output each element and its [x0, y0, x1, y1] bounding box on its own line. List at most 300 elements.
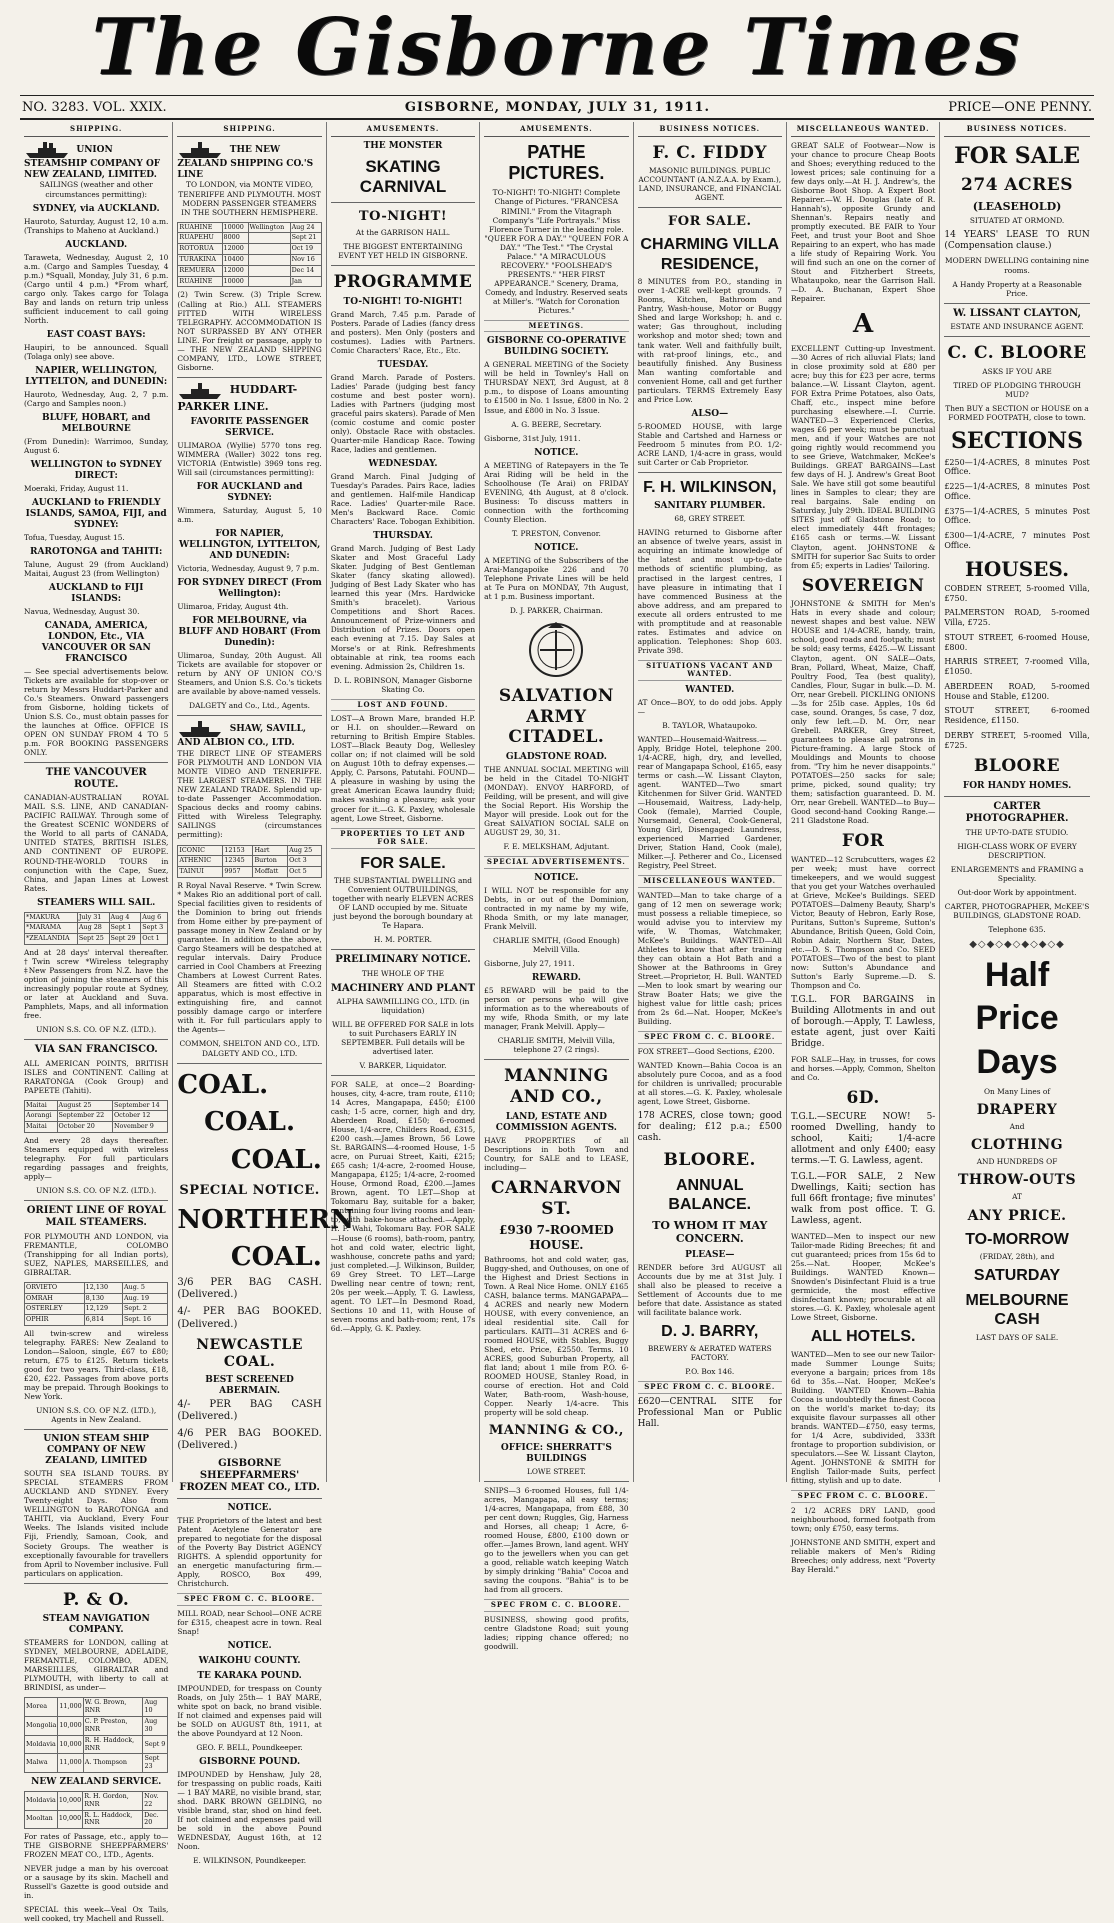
handy-property: A Handy Property at a Reasonable Price. [952, 279, 1082, 298]
fiddy-text: MASONIC BUILDINGS. PUBLIC ACCOUNTANT (A.N.Z.A.A. by Exam.), LAND, INSURANCE, and FINANCIAL AGENT. [638, 166, 782, 203]
monster: THE MONSTER [363, 140, 443, 151]
table-cell: ATHENIC [178, 856, 223, 867]
orient-table [24, 1282, 168, 1326]
for-sale: FOR SALE. [360, 854, 446, 872]
table-cell: C. P. Preston, RNR [83, 1717, 143, 1736]
villa-text: 8 MINUTES from P.O., standing in over 1-ACRE well-kept grounds. 7 Rooms, Kitchen, Bathroom and Pantry, Wash-house, Motor or Buggy Shed and large Workshop; h. and c. water; Gas throughout, including workshop and motor shed; town and tank water. Well and faithfully built, with rat-proof linings, etc., and beautifully finished. Any Business Man wanting comfortable and convenient Home, call and get further particulars. TERMS Extremely Easy and Price Low. [637, 277, 782, 404]
huddart-sydney-text: Ulimaroa, Friday, August 4th. [177, 602, 289, 612]
table-cell: 10,000 [58, 1717, 83, 1736]
never-judge-text: NEVER judge a man by his overcoat or a sausage by its skin. Machell and Russell's Gazette is good outside and in. [24, 1864, 169, 1901]
many-lines: On Many Lines of [983, 1087, 1051, 1097]
hundreds: AND HUNDREDS OF [976, 1157, 1058, 1167]
lease-years: 14 YEARS' LEASE TO RUN (Compensation clause.) [944, 229, 1090, 251]
parker-signature: D. J. PARKER, Chairman. [509, 605, 603, 615]
modern-dwelling: MODERN DWELLING containing nine rooms. [945, 256, 1090, 275]
table-cell: Aug 30 [143, 1717, 168, 1736]
business-text: BUSINESS, showing good profits, centre Gladstone Road; suit young ladies; ripping chance offered; no goodwill. [484, 1614, 629, 1651]
table-cell: 12,129 [84, 1304, 122, 1315]
lost-found-text: LOST—A Brown Mare, branded H.P. or H.I. on shoulder.—Reward on returning to British Empire Stables. LOST—Black Beauty Dog, Wellesley collar on; if not claimed will be sold on August 10th to defray expenses.—Apply, C. Parsons, Patutahi. FOUND—A pleasure in washing by using the great American Ecawa laundry fluid; makes washing a pleasure; ask your grocer for it.—G. K. Paxley, wholesale agent, Lowe Street, Gisborne. [330, 714, 476, 823]
days: Days [976, 1042, 1058, 1081]
table-row [178, 867, 321, 878]
throw-outs: THROW-OUTS [957, 1172, 1077, 1189]
houses-list [944, 584, 1089, 751]
table-cell: November 9 [112, 1122, 167, 1133]
table-cell: 10,000 [57, 1791, 82, 1810]
table-row [25, 1717, 168, 1736]
orient-title: ORIENT LINE OF ROYAL MAIL STEAMERS. [26, 1205, 166, 1229]
last-days: LAST DAYS OF SALE. [975, 1332, 1059, 1342]
manning-text: HAVE PROPERTIES of all Descriptions in both Town and Country, for SALE and to LEASE, including— [484, 1135, 629, 1172]
hay-trusses: FOR SALE—Hay, in trusses, for cows and horses.—Apply, Common, Shelton and Co. [790, 1055, 936, 1083]
column-heading: AMUSEMENTS. [331, 122, 475, 137]
table-cell: TURAKINA [178, 255, 222, 266]
table-row [25, 1754, 168, 1773]
telephone: Telephone 635. [988, 924, 1046, 934]
table-cell: REMUERA [178, 265, 222, 276]
wellington-heading: WELLINGTON to SYDNEY DIRECT: [30, 459, 162, 481]
po-title: P. & O. [63, 1589, 130, 1610]
huddart-title: HUDDART-PARKER LINE. [177, 382, 298, 413]
special-notice-text: I WILL NOT be responsible for any Debts, in or out of the Dominion, contracted in my name by my wife, Rhoda Smith, or my late manager, Frank Melvill. [484, 885, 629, 932]
column-heading: SHIPPING. [177, 122, 321, 137]
nz-service-table [24, 1791, 168, 1829]
sanitary-plumber: SANITARY PLUMBER. [654, 501, 766, 512]
lowe-street: LOWE STREET. [526, 1466, 586, 1476]
canada-heading: CANADA, AMERICA, LONDON, Etc., VIA VANCOUVER OR SAN FRANCISCO [41, 620, 151, 664]
ormond: SITUATED AT ORMOND. [969, 215, 1065, 225]
estate-agent: ESTATE AND INSURANCE AGENT. [950, 321, 1084, 331]
table-cell: Sept 29 [109, 934, 141, 945]
huddart-auckland-text: Wimmera, Saturday, August 5, 10 a.m. [177, 506, 322, 525]
newcastle-cash: 4/- PER BAG CASH (Delivered.) [177, 1398, 322, 1423]
table-cell: Aug 4 [109, 912, 141, 923]
table-cell: R. H. Haddock, RNR [83, 1735, 143, 1754]
tailor-text: WANTED—Men to inspect our new Tailor-made Riding Breeches; fit and cut guaranteed; prices from 15s 6d to 25s.—Nat. Hooper, McKee's Buildings. WANTED Known—Snowden's Disinfectant Fluid is a true germicide, the most effective disinfectant known; procurable at all stores.—G. K. Paxley, wholesale agent Lowe Street, Gisborne. [790, 1231, 936, 1322]
robinson-signature: D. L. ROBINSON, Manager Gisborne Skating Co. [333, 675, 473, 694]
half: Half [984, 955, 1050, 994]
sf-agent: UNION S.S. CO. OF N.Z. (LTD.). [36, 1186, 157, 1196]
gisborne-pound: GISBORNE POUND. [199, 1757, 301, 1768]
table-row [25, 1293, 168, 1304]
table-cell: Sept 25 [77, 934, 109, 945]
islands-text: SOUTH SEA ISLAND TOURS. BY SPECIAL STEAMERS FROM AUCKLAND AND SYDNEY. Every Twenty-eight Days. Also from WELLINGTON to RAROTONGA and TAHITI, via Auckland, Every Four Weeks. The Islands visited include Fiji, Friendly, Samoan, Cook, and Society Groups. The weather is exceptionally favourable for travellers from April to November inclusive. Full particulars on application. [24, 1469, 169, 1578]
table-cell: *MAKURA [25, 912, 78, 923]
table-row [25, 1122, 168, 1133]
pathe-pictures: PATHE PICTURES. [508, 141, 605, 184]
big-a: A [853, 309, 874, 340]
table-row [178, 845, 321, 856]
investment-text: EXCELLENT Cutting-up Investment.—30 Acres of rich alluvial Flats; land in close proximity sold at £80 per acre; buy this for £23 per acre, terms balance.—W. Lissant Clayton, agent. FOR Extra Prime Potatoes, also Oats, Chaff, etc., inspect mine before purchasing elsewhere.—I. Currie. WANTED—3 Experienced Clerks, wages £6 per week; must be punctual men, and if your Watches are not going rightly would recommend you to see Grieve, Watchmaker, McKee's Buildings. GREAT BARGAINS—Last few days of H. J. Andrew's Great Boot Sale. We have still got some beautiful lines in Samples to clear; they are real bargains. Sale ending on Saturday, July 29th. IDEAL BUILDING SITES just off Gladstone Road; to elect immediately 44ft frontages; £165 cash or terms.—W. Lissant Clayton, agent. JOHNSTONE & SMITH for superior Sac Suits to order from £5; experts in Ladies' Tailoring. [790, 343, 936, 570]
nzs-title: THE NEW ZEALAND SHIPPING CO.'S LINE [177, 144, 314, 180]
table-cell: Oct 3 [288, 856, 322, 867]
wilkinson-title: F. H. WILKINSON, [643, 478, 777, 496]
table-cell: Sept. 2 [123, 1304, 168, 1315]
fiji-heading: AUCKLAND to FRIENDLY ISLANDS, SAMOA, FIJI, and SYDNEY: [25, 497, 167, 530]
wanted: WANTED. [685, 684, 735, 695]
union-agent: UNION S.S. CO. OF N.Z. (LTD.). [36, 1025, 157, 1035]
table-cell: 10,000 [58, 1735, 83, 1754]
table-cell: Moldavia [25, 1791, 58, 1810]
table-cell: Nov. 22 [143, 1791, 168, 1810]
high-class: HIGH-CLASS WORK OF EVERY DESCRIPTION. [957, 841, 1077, 860]
taylor-signature: B. TAYLOR, Whataupoko. [662, 720, 758, 730]
huddart-napier-text: Victoria, Wednesday, August 9, 7 p.m. [177, 564, 320, 574]
column-heading: SHIPPING. [24, 122, 168, 137]
johnstone-smith-text: JOHNSTONE AND SMITH, expert and reliable makers of Men's Riding Breeches; only address, next "Poverty Bay Herald." [790, 1537, 936, 1574]
table-row [178, 233, 321, 244]
east-coast-heading: EAST COAST BAYS: [46, 329, 146, 340]
wanted-text: AT Once—BOY, to do odd jobs. Apply— [637, 697, 782, 716]
acres-274: 274 ACRES [961, 175, 1074, 196]
vancouver-table [24, 912, 168, 945]
salvation-text: THE ANNUAL SOCIAL MEETING will be held in the Citadel TO-NIGHT (MONDAY). ENVOY HARFORD, of Feilding, will be present, and will give the Social Report. His Worship the Mayor will preside. Look out for the Great SALVATION SOCIAL SALE on AUGUST 29, 30, 31. [484, 765, 629, 838]
notice2-heading: NOTICE. [534, 542, 579, 553]
carter-title: CARTER PHOTOGRAPHER. [965, 801, 1069, 825]
table-cell: July 31 [77, 912, 109, 923]
spec-heading: SPEC FROM C. C. BLOORE. [484, 1599, 628, 1612]
table-cell: Oct 5 [288, 867, 322, 878]
notice-heading: NOTICE. [534, 447, 579, 458]
thursday: THURSDAY. [373, 531, 433, 542]
beere-date: Gisborne, 31st July, 1911. [484, 433, 581, 443]
table-row [25, 1791, 168, 1810]
waikohu-county: WAIKOHU COUNTY. [198, 1655, 301, 1666]
porter-signature: H. M. PORTER. [373, 935, 433, 945]
table-cell: 8,130 [84, 1293, 122, 1304]
vancouver-text: CANADIAN-AUSTRALIAN ROYAL MAIL S.S. LINE, AND CANADIAN-PACIFIC RAILWAY. Through some of the Greatest SCENIC WONDERS of the World to all parts of CANADA, UNITED STATES, BRITISH ISLES, AND CONTINENT OF EUROPE. ROUND-THE-WORLD TOURS in conjunction with the Cape, Suez, China, and Japan Lines at Lowest Rates. [24, 793, 169, 893]
table-cell: W. G. Brown, RNR [83, 1698, 143, 1717]
fiddy-title: F. C. FIDDY [652, 142, 767, 163]
bluff-text: (From Dunedin): Warrimoo, Sunday, August 6. [24, 436, 169, 455]
sixpence: 6D. [846, 1088, 880, 1109]
table-cell: 9957 [223, 867, 253, 878]
table-cell: Aug 28 [77, 923, 109, 934]
leasehold: (LEASEHOLD) [972, 200, 1062, 214]
table-cell: Wellington [248, 222, 290, 233]
also-text: 5-ROOMED HOUSE, with large Stable and Cartshed and Harness or Feedroom 5 minutes from P.O. 1/2-ACRE LAND, 1/4-acre in grass, would suit Carter or Cab Proprietor. [637, 421, 782, 467]
east-coast-text: Haupiri, to be announced. Squall (Tolaga only) see above. [24, 342, 169, 361]
table-cell: *MARAMA [25, 923, 78, 934]
grey-street: 68, GREY STREET. [674, 514, 746, 524]
melbourne-cash: MELBOURNE CASH [965, 1291, 1069, 1329]
please: PLEASE— [685, 1249, 735, 1260]
houses: HOUSES. [964, 556, 1070, 581]
programme: PROGRAMME [333, 271, 473, 292]
table-cell: ORVIETO [25, 1282, 85, 1293]
table-cell: October 20 [57, 1122, 112, 1133]
shaw-note: R Royal Naval Reserve. * Twin Screw. * Makes Rio an additional port of call. Special facilities given to residents of the Dominion to bring out friends from Home either by pre-payment of passage money in New Zealand or by guarantee. In addition to the above, Cargo Steamers will be despatched at regular intervals. Dairy Produce carried in Cool Chambers at Freezing Chambers at Lowest Current Rates. All Steamers are fitted with C.O.2 apparatus, which is most effective in extinguishing fire, and cannot possibly damage cargo or interfere with it. For full particulars apply to the Agents— [177, 880, 322, 1035]
wednesday: WEDNESDAY. [368, 459, 438, 470]
table-cell: Moldavia [25, 1735, 58, 1754]
table-row [178, 265, 321, 276]
napier-text: Hauroto, Wednesday, Aug. 2, 7 p.m. (Cargo and Samples noon.) [24, 389, 169, 408]
table-cell: 12,130 [84, 1282, 122, 1293]
table-cell: Sept 9 [143, 1735, 168, 1754]
po-box: P.O. Box 146. [685, 1367, 735, 1377]
table-cell: Aug 10 [143, 1698, 168, 1717]
misc-wanted-heading: MISCELLANEOUS WANTED. [638, 875, 782, 888]
list-item: COBDEN STREET, 5-roomed Villa, £750. [944, 583, 1090, 603]
table-cell: September 14 [112, 1100, 167, 1111]
table-cell: Mooltan [25, 1810, 58, 1829]
huddart-auckland-heading: FOR AUCKLAND and SYDNEY: [196, 482, 303, 504]
biggest-event: THE BIGGEST ENTERTAINING EVENT YET HELD IN GISBORNE. [338, 241, 468, 260]
studio: THE UP-TO-DATE STUDIO. [965, 827, 1069, 837]
column-heading: BUSINESS NOTICES. [944, 122, 1089, 137]
rarotonga-text: Talune, August 29 (from Auckland) Maitai, August 23 (from Wellington) [24, 559, 169, 578]
table-cell: Sept 23 [143, 1754, 168, 1773]
seed-potatoes-text: WANTED—12 Scrubcutters, wages £2 per week; must have correct timekeepers, and we would suggest that you get your Watches overhauled at Grieve, McKee's Buildings. SEED POTATOES—Dalmeny Beauty, Sharp's Victor, Beauty of Hebron, Early Rose, Puritans, Sutton's Supreme, Sutton's Abundance, British Queen, Gold Coin, Robin Adair, Northern Star, Dates, etc.—D. S. Thompson and Co. SEED POTATOES—Two of the best to plant now: Sutton's Abundance and Sutton's Early Supreme.—D. S. Thompson and Co. [790, 854, 936, 991]
fiji-islands-heading: AUCKLAND to FIJI ISLANDS: [48, 582, 144, 604]
table-cell: Hart [253, 845, 288, 856]
table-cell: Burton [253, 856, 288, 867]
sovereign-text: JOHNSTONE & SMITH for Men's Hats in every shade and colour; newest shapes and best value. NEW HOUSE and 1/4-ACRE, handy, train, school, good roads and footpath; must be sold; easy terms, £425.—W. Lissant Clayton, agent. ON SALE—Oats, Bran, Pollard, Wheat, Maize, Chaff, Poultry Food, Tea (best quality), Candles, Flour, Sugar in bulk.—D. M. Orr, near Grebell. PICKLING ONIONS—3s for 25lb case. Apples, 10s 6d case, sound. Oranges, 5s case, 7 doz, only few left.—D. M. Orr, near Grebell. PARKER, Grey Street, guarantees to please all patrons in Picture-framing. A large Stock of Mouldings and Mounts to choose from. "Try him he never disappoints." POTATOES—250 sacks for sale; prime, picked, sound quality; try them; satisfaction guaranteed. D. M. Orr, near Grebell. WANTED—to Buy—Good second-hand Cooking Range.—211 Gladstone Road. [790, 599, 936, 826]
table-cell: OPHIR [25, 1315, 85, 1326]
list-item: STOUT STREET, 6-roomed Residence, £1150. [944, 706, 1090, 726]
vancouver-title: THE VANCOUVER ROUTE. [45, 766, 147, 791]
footwear-text: GREAT SALE of Footwear—Now is your chance to procure Cheap Boots and Shoes; everything reduced to the lowest prices; sale continuing for a few days only.—At H. J. Andrew's, the Gisborne Boot Shop. A Expert Boot Repairer.—W. H. Douglas (late of R. Hannah's), opposite Grundy and Shennan's. Repairs neatly and promptly executed. BE FAIR to Your Feet, and trust your Boot and Shoe Repairing to an expert, who has made a life study of Repairing Work. You will find such an one on the corner of Stout and Fitzherbert Streets, Whataupoko, near the Garrison Hall.—D. A. Buchanan, Expert Shoe Repairer. [790, 140, 936, 304]
column-3 [327, 122, 480, 1482]
tgl-for-sale: T.G.L.—FOR SALE, 2 New Dwellings, Kaiti; section has full 66ft frontage; five minutes' walk from post office. T. G. Lawless, agent. [790, 1171, 936, 1226]
special-ads-heading: SPECIAL ADVERTISEMENTS. [484, 856, 628, 869]
masthead-title: The Gisborne Times [91, 2, 1023, 93]
enlargements: ENLARGEMENTS and FRAMING a Speciality. [950, 864, 1084, 883]
preston-signature: T. PRESTON, Convenor. [511, 528, 601, 538]
auckland-heading: AUCKLAND. [65, 239, 128, 250]
huddart-subtitle: FAVORITE PASSENGER SERVICE. [190, 417, 309, 439]
table-cell: 12345 [223, 856, 253, 867]
carnarvon-st: CARNARVON ST. [490, 1177, 622, 1219]
table-cell: October 12 [112, 1111, 167, 1122]
clothing: CLOTHING [970, 1137, 1064, 1154]
wilkinson-text: HAVING returned to Gisborne after an absence of twelve years, assist in acquiring an intimate knowledge of the latest and most up-to-date methods of scientific plumbing, as practised in the largest centres, I have pleasure in intimating that I have commenced Business at the above address, and am prepared to execute all orders entrusted to me with promptitude and at reasonable rates. Estimates and advice on application. Telephones: Shop 603. Private 398. [637, 528, 782, 655]
coal-heading-3: COAL. [230, 1144, 322, 1175]
nz-service-title: NEW ZEALAND SERVICE. [31, 1776, 162, 1787]
gsfm-title: GISBORNE SHEEPFARMERS' FROZEN MEAT CO., LTD. [179, 1457, 320, 1493]
sf-title: VIA SAN FRANCISCO. [34, 1044, 158, 1056]
orient-note: All twin-screw and wireless telegraphy. FARES: New Zealand to London—Saloon, single, £67 to £80; return, £75 to £125. Return tickets good for two years. Third-class, £18, £20, £22. Passages from above ports may be prepaid. Through Bookings to New York. [24, 1329, 169, 1402]
csmith-date: Gisborne, July 27, 1911. [484, 959, 575, 969]
villa-title: CHARMING VILLA RESIDENCE, [640, 236, 780, 273]
sydney-text: Hauroto, Saturday, August 12, 10 a.m. (Tranships to Maheno at Auckland.) [24, 216, 169, 235]
table-row [25, 912, 168, 923]
barry-title: D. J. BARRY, [661, 1322, 759, 1340]
wednesday-text: Grand March. Final Judging of Tuesday's Parades. Pairs Race, ladies and gentlemen. Half-mile Handicap Race. Ladies' Quarter-mile Race. Men's Backward Race. Comic Characters' Race. Tobogan Exhibition. [330, 472, 476, 527]
brewery: BREWERY & AERATED WATERS FACTORY. [647, 1344, 772, 1363]
table-cell: 12153 [223, 845, 253, 856]
karaka-pound: TE KARAKA POUND. [197, 1670, 302, 1681]
napier-heading: NAPIER, WELLINGTON, LYTTELTON, and DUNEDIN: [25, 365, 168, 387]
bloore2: BLOORE [974, 756, 1061, 777]
coop-title: GISBORNE CO-OPERATIVE BUILDING SOCIETY. [486, 336, 626, 358]
notice-text: THE Proprietors of the latest and best Patent Acetylene Generator are prepared to negotiate for the disposal of the Poverty Bay District AGENCY RIGHTS. A splendid opportunity for an energetic manufacturing firm.—Apply, ROSCO, Box 499, Christchurch. [177, 1516, 322, 1589]
table-cell: OMRAH [25, 1293, 85, 1304]
steamers-will-sail: STEAMERS WILL SAIL. [37, 897, 156, 908]
column-5 [634, 122, 787, 1482]
list-item: £250—1/4-ACRES, 8 minutes Post Office. [944, 457, 1090, 477]
rarotonga-heading: RAROTONGA and TAHITI: [30, 546, 163, 557]
spec-heading: SPEC FROM C. C. BLOORE. [791, 1490, 935, 1503]
list-item: DERBY STREET, 5-roomed Villa, £725. [944, 730, 1090, 750]
table-cell: Aorangi [25, 1111, 58, 1122]
asks: ASKS IF YOU ARE [982, 366, 1052, 376]
table-row [25, 1304, 168, 1315]
table-cell: Moffatt [253, 867, 288, 878]
columns [20, 122, 1094, 1923]
table-cell: Mongolia [25, 1717, 58, 1736]
thursday-text: Grand March. Judging of Best Lady Skater and Most Graceful Lady Skater. Judging of Best Gentleman Skater (fancy skating allowed). Judging of Best Lady Skater who has learned this year (Mrs. Hardwicke Smith's bracelet). Various Competitions and Short Races. Announcement of Prize-winners and Distribution of Prizes. Doors open each evening at 7.15. Day Sales at Morse's or at Rink. Refreshments obtainable at rink, tea rooms each evening. Admission 2s, Children 1s. [330, 544, 476, 671]
table-cell [248, 276, 290, 287]
property-list-text: FOR SALE, at once—2 Boarding-houses, city, 4-acre, tram route, £110; 14 Acres, Mangapapa, £450; £100 cash; 1-5 acre, corner, high and dry, Aberdeen Road, £150; 6-roomed House, 1/4-acre, Childers Road, £315, £200 cash.—James Brown, 56 Lowe St. BARGAINS—4-roomed House, 1-5 acre, on Puruai Street, Kaiti, £215; £65 cash; 1/4-acre, 2-roomed House, Mangapapa, £125; 1/4-acre, 2-roomed House, Ormond Road, £200.—James Brown, agent. TO LET—Shop at Tokomaru Bay, suitable for a baker, containing four living rooms and lean-to, with bake-house attached.—Apply, H. F. Wahi, Tokomaru Bay. FOR SALE—House (6 rooms), bath-room, pantry, hot and cold water, electric light, washhouse, concrete paths and yard; just completed.—J. Wilkinson, Builder, 69 Grey Street. TO LET—Large Dwelling near centre of town; rent, 20s per week.—Apply, T. G. Lawless, agent. TO LET—In Desmond Road, Sections 10 and 11, with House of seven rooms and bath-room; rent, 17s 6d.—Apply, G. K. Paxley. [330, 1079, 476, 1333]
table-cell: Dec. 20 [143, 1810, 168, 1829]
bloore: BLOORE. [663, 1150, 756, 1171]
price: PRICE—ONE PENNY. [948, 99, 1092, 115]
table-cell: Sept 21 [290, 233, 321, 244]
properties-heading: PROPERTIES TO LET AND FOR SALE. [331, 828, 475, 849]
table-cell: *ZEALANDIA [25, 934, 78, 945]
shaw-agent: COMMON, SHELTON AND CO., LTD. DALGETY AND CO., LTD. [179, 1039, 320, 1058]
coop-text: A GENERAL MEETING of the Society will be held in Townley's Hall on THURSDAY NEXT, 3rd August, at 8 p.m., to dispose of Loans amounting to £1500 in No. 1 Issue, £800 in No. 2 Issue, and £800 in No. 3 Issue. [484, 360, 629, 415]
table-row [25, 1698, 168, 1717]
sf-table [24, 1100, 168, 1133]
csmith-signature: CHARLIE SMITH, (Good Enough) Melvill Villa. [493, 936, 620, 955]
outdoor: Out-door Work by appointment. [957, 887, 1077, 897]
alpha-sawmilling: ALPHA SAWMILLING CO., LTD. (in liquidation) [336, 996, 470, 1015]
table-cell: Nov 16 [290, 255, 321, 266]
render-text: RENDER before 3rd AUGUST all Accounts due by me at 31st July. I shall also be pleased to receive a Settlement of Accounts due to me before that date. Assistance as stated will facilitate balance work. [637, 1262, 782, 1317]
list-item: STOUT STREET, 6-roomed House, £800. [944, 632, 1090, 652]
abermain: BEST SCREENED ABERMAIN. [205, 1374, 294, 1396]
table-cell: Maitai [25, 1122, 58, 1133]
karaka-text: IMPOUNDED, for trespass on County Roads, on July 25th— 1 BAY MARE, white spot on back, no brand visible. If not claimed and expenses paid will be SOLD on AUGUST 8th, 1911, at the above Poundyard at 12 Noon. [177, 1683, 322, 1739]
price-cash: 3/6 PER BAG CASH. (Delivered.) [177, 1276, 322, 1301]
table-cell: TAINUI [178, 867, 223, 878]
newcastle-booked: 4/6 PER BAG BOOKED. (Delivered.) [177, 1428, 322, 1452]
canada-text: — See special advertisements below. Tickets are available for stop-over or return by Messrs Huddart-Parker and Co.'s Steamers. Onward passengers from Gisborne, holding tickets of Union S.S. Co., must obtain passes for the launches at Office. OFFICE IS OPEN ON SUNDAY FROM 4 TO 5 p.m. FOR BOOKING PASSENGERS ONLY. [24, 666, 169, 757]
huddart-text: ULIMAROA (Wyllie) 5770 tons reg. WIMMERA (Waller) 3022 tons reg. VICTORIA (Entwistle) 3969 tons reg. Will sail (circumstances permitting): [177, 441, 322, 478]
situations-heading: SITUATIONS VACANT AND WANTED. [638, 660, 782, 681]
shaw-title: SHAW, SAVILL, AND ALBION CO., LTD. [177, 724, 307, 749]
tgl-bargains: T.G.L. FOR BARGAINS in Building Allotments in and out of borough.—Apply, T. Lawless, estate agent, just over Kaiti Bridge. [790, 995, 936, 1050]
table-cell [248, 244, 290, 255]
table-cell [248, 233, 290, 244]
reward-text: £5 REWARD will be paid to the person or persons who will give information as to the whereabouts of my wife, Rhoda Smith, or my late manager, Frank Melvill. Apply— [484, 986, 629, 1032]
table-cell: 8000 [222, 233, 248, 244]
huddart-melbourne-text: Ulimaroa, Sunday, 20th August. All Tickets are available for stopover or return by ANY OF UNION CO.'S Steamers, and Union S.S. Co.'s tickets are available by above-named vessels. [177, 651, 322, 697]
manning2-title: MANNING & CO., [488, 1423, 624, 1439]
tgl-secure: T.G.L.—SECURE NOW! 5-roomed Dwelling, handy to school, Kaiti; 1/4-acre allotment and only £400; easy terms.—T. G. Lawless, agent. [790, 1111, 936, 1166]
csmith2-signature: CHARLIE SMITH, Melvill Villa, telephone 27 (2 rings). [497, 1036, 615, 1055]
list-item: HARRIS STREET, 7-roomed Villa, £1050. [944, 657, 1090, 677]
table-cell: Dec 14 [290, 265, 321, 276]
table-row [25, 1282, 168, 1293]
sf-text: ALL AMERICAN POINTS, BRITISH ISLES and CONTINENT. Calling at RARATONGA (Cook Group) and PAPEETE (Tahiti). [24, 1058, 169, 1095]
table-row [178, 276, 321, 287]
union-subtitle: SAILINGS (weather and other circumstances permitting): [39, 180, 153, 199]
dateline [20, 96, 1094, 120]
preliminary-notice: PRELIMINARY NOTICE. [335, 954, 471, 966]
beere-signature: A. G. BEERE, Secretary. [511, 419, 602, 429]
list-item: ABERDEEN ROAD, 5-roomed House and Stable, £1200. [944, 681, 1090, 701]
big-for: FOR [841, 831, 885, 852]
tuesday: TUESDAY. [377, 359, 429, 370]
table-cell: 11,000 [58, 1698, 83, 1717]
table-cell: Oct 19 [290, 244, 321, 255]
huddart-agent: DALGETY and Co., Ltd., Agents. [189, 701, 311, 711]
table-cell: ROTORUA [178, 244, 222, 255]
to-whom-it-may-concern: TO WHOM IT MAY CONCERN. [652, 1218, 768, 1246]
tomorrow: TO-MORROW [965, 1230, 1069, 1248]
meetings-heading: MEETINGS. [484, 320, 628, 333]
misc-wanted-text: WANTED—Man to take charge of a gang of 12 men on sewerage work; must possess a reliable timepiece, so would advise you to interview my wife, W. Thomas, Watchmaker, McKee's Buildings. WANTED—All Athletes to know that after training they can obtain a Hot Bath and a Shower at the Bathrooms in Grey Street.—Proprietor, H. Bull. WANTED—Men to look smart by wearing our Straw Boater Hats; we give the highest value for little cash; prices from 2s 6d.—Nat. Hooper, McKee's Building. [637, 890, 782, 1027]
table-cell [248, 265, 290, 276]
notice2-heading: NOTICE. [227, 1640, 272, 1651]
table-cell: August 25 [57, 1100, 112, 1111]
po-table [24, 1697, 168, 1773]
column-4 [480, 122, 633, 1651]
special-notice: SPECIAL NOTICE. [179, 1182, 320, 1198]
steamship-icon [177, 141, 223, 159]
table-cell: Aug. 19 [123, 1293, 168, 1304]
drapery: DRAPERY [976, 1102, 1058, 1119]
orient-agent: UNION S.S. CO. OF N.Z. (LTD.), Agents in New Zealand. [36, 1406, 157, 1425]
carter-signature: CARTER, PHOTOGRAPHER, McKEE'S BUILDINGS, GLADSTONE ROAD. [944, 901, 1090, 920]
column-6 [787, 122, 940, 1574]
sections-list [944, 458, 1089, 551]
ornament-border-icon: ◆◇◆◇◆◇◆◇◆◇◆ [969, 938, 1065, 950]
table-row [25, 1810, 168, 1829]
table-row [25, 934, 168, 945]
po-subtitle: STEAM NAVIGATION COMPANY. [42, 1614, 150, 1636]
dwelling-sale-text: THE SUBSTANTIAL DWELLING and Convenient OUTBUILDINGS, together with nearly ELEVEN ACRES OF LAND occupied by me. Situate just beyond the borough boundary at Te Hapara. [332, 876, 474, 931]
northern-heading: NORTHERN [177, 1204, 355, 1235]
tonight-tonight: TO-NIGHT! TO-NIGHT! [343, 296, 463, 307]
machinery-plant: MACHINERY AND PLANT [330, 982, 476, 994]
price: Price [975, 999, 1059, 1038]
carnarvon-price: £930 7-ROOMED HOUSE. [499, 1223, 614, 1252]
huddart-napier-heading: FOR NAPIER, WELLINGTON, LYTTELTON, AND DUNEDIN: [178, 529, 321, 562]
special-notice: NOTICE. [534, 872, 579, 883]
spec2-heading: SPEC FROM C. C. BLOORE. [638, 1381, 782, 1394]
table-row [178, 222, 321, 233]
table-cell [248, 255, 290, 266]
union-title: UNION STEAMSHIP COMPANY OF NEW ZEALAND, LIMITED. [24, 144, 161, 180]
column-heading: BUSINESS NOTICES. [638, 122, 782, 137]
spec-heading: SPEC FROM C. C. BLOORE. [638, 1031, 782, 1044]
steamship-icon [24, 141, 70, 159]
then-buy: Then BUY a SECTION or HOUSE on a FORMED FOOTPATH, close to town. [945, 403, 1089, 422]
fiji-islands-text: Navua, Wednesday, August 30. [24, 606, 140, 616]
islands-title: UNION STEAM SHIP COMPANY OF NEW ZEALAND, LIMITED [43, 1434, 149, 1467]
table-cell: Sept 3 [141, 923, 168, 934]
table-cell: OSTERLEY [25, 1304, 85, 1315]
masthead [20, 0, 1094, 96]
orient-text: FOR PLYMOUTH AND LONDON, via FREMANTLE, COLOMBO (Transhipping for all Indian ports), SUEZ, NAPLES, MARSEILLES, and GIBRALTAR. [24, 1231, 169, 1277]
special-veal-text: SPECIAL this week—Veal Ox Tails, well cooked, try Machell and Russell. [24, 1905, 169, 1923]
clayton: W. LISSANT CLAYTON, [953, 307, 1081, 319]
issue-number: NO. 3283. VOL. XXIX. [22, 99, 167, 115]
handy-homes: FOR HANDY HOMES. [962, 781, 1072, 792]
dry-land-text: 2 1/2 ACRES DRY LAND, good neighbourhood, formed footpath from town; only £750, easy terms. [790, 1505, 936, 1533]
table-cell: Malwa [25, 1754, 58, 1773]
fox-street: FOX STREET—Good Sections, £200. [637, 1046, 775, 1056]
column-1 [20, 122, 173, 1923]
alpha-text: WILL BE OFFERED FOR SALE in lots to suit Purchasers EARLY IN SEPTEMBER. Full details will be advertised later. [331, 1019, 474, 1056]
table-cell: R. L. Haddock, RNR [83, 1810, 143, 1829]
notice-text: A MEETING of Ratepayers in the Te Arai Riding will be held in the Schoolhouse (Te Arai) on FRIDAY EVENING, 4th August, at 8 o'clock. Business: To discuss matters in connection with the forthcoming County Election. [484, 460, 629, 524]
friday: (FRIDAY, 28th), and [979, 1252, 1055, 1262]
tonight: TO-NIGHT! [358, 208, 448, 224]
